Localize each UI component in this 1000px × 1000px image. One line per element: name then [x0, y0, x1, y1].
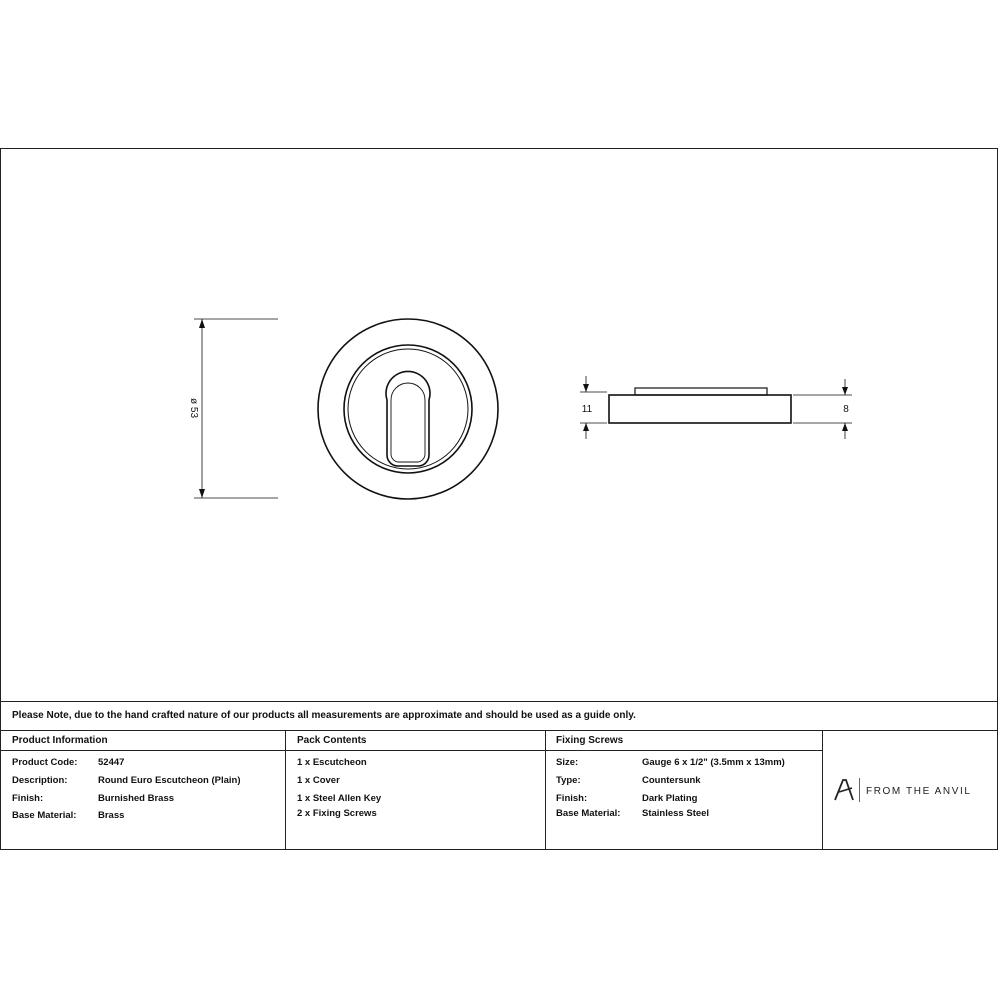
pack-item: 1 x Escutcheon: [297, 757, 367, 768]
description-value: Round Euro Escutcheon (Plain): [98, 775, 241, 786]
description-label: Description:: [12, 775, 68, 786]
inner-rose-circle-edge: [348, 349, 468, 469]
left-dimension-label: 11: [581, 404, 593, 415]
product-code-label: Product Code:: [12, 757, 78, 768]
right-arrow-top: [842, 387, 848, 395]
header-row-rule: [1, 750, 823, 751]
pack-item: 1 x Steel Allen Key: [297, 793, 382, 804]
euro-cylinder-keyhole-inner: [391, 383, 425, 462]
base-material-value: Brass: [98, 810, 125, 821]
pack-item: 1 x Cover: [297, 775, 340, 786]
pack-contents-heading: Pack Contents: [297, 735, 367, 746]
divider-2: [545, 730, 546, 850]
brand-divider: [859, 778, 860, 802]
divider-3: [822, 730, 823, 850]
disclaimer-note: Please Note, due to the hand crafted nature of our products all measurements are approximate and should be used as a guide only.: [12, 710, 636, 721]
screw-base-material-label: Base Material:: [556, 808, 621, 819]
fixing-screws-heading: Fixing Screws: [556, 735, 624, 746]
finish-label: Finish:: [12, 793, 44, 804]
screw-finish-label: Finish:: [556, 793, 588, 804]
brand-name: FROM THE ANVIL: [866, 786, 972, 797]
product-code-value: 52447: [98, 757, 125, 768]
left-arrow-bottom: [583, 423, 589, 431]
diameter-arrow-top: [199, 319, 205, 328]
inner-rose-circle: [344, 345, 472, 473]
front-view: [188, 319, 498, 499]
finish-value: Burnished Brass: [98, 793, 175, 804]
right-dimension-label: 8: [843, 404, 849, 415]
side-profile-base: [609, 395, 791, 423]
product-information-heading: Product Information: [12, 735, 108, 746]
outer-rose-circle: [318, 319, 498, 499]
screw-type-value: Countersunk: [642, 775, 701, 786]
base-material-label: Base Material:: [12, 810, 77, 821]
euro-cylinder-keyhole: [386, 371, 430, 466]
diameter-label: ø 53: [188, 397, 199, 419]
side-profile-step: [635, 388, 767, 395]
pack-item: 2 x Fixing Screws: [297, 808, 377, 819]
screw-size-value: Gauge 6 x 1/2" (3.5mm x 13mm): [642, 757, 785, 768]
note-top-rule: [1, 701, 998, 702]
title-block-top-rule: [1, 730, 998, 731]
screw-type-label: Type:: [556, 775, 581, 786]
side-view: [580, 376, 852, 439]
screw-size-label: Size:: [556, 757, 579, 768]
left-arrow-top: [583, 384, 589, 392]
screw-finish-value: Dark Plating: [642, 793, 698, 804]
diameter-arrow-bottom: [199, 489, 205, 498]
right-arrow-bottom: [842, 423, 848, 431]
divider-1: [285, 730, 286, 850]
anvil-a-logo-icon: [833, 778, 855, 802]
screw-base-material-value: Stainless Steel: [642, 808, 710, 819]
